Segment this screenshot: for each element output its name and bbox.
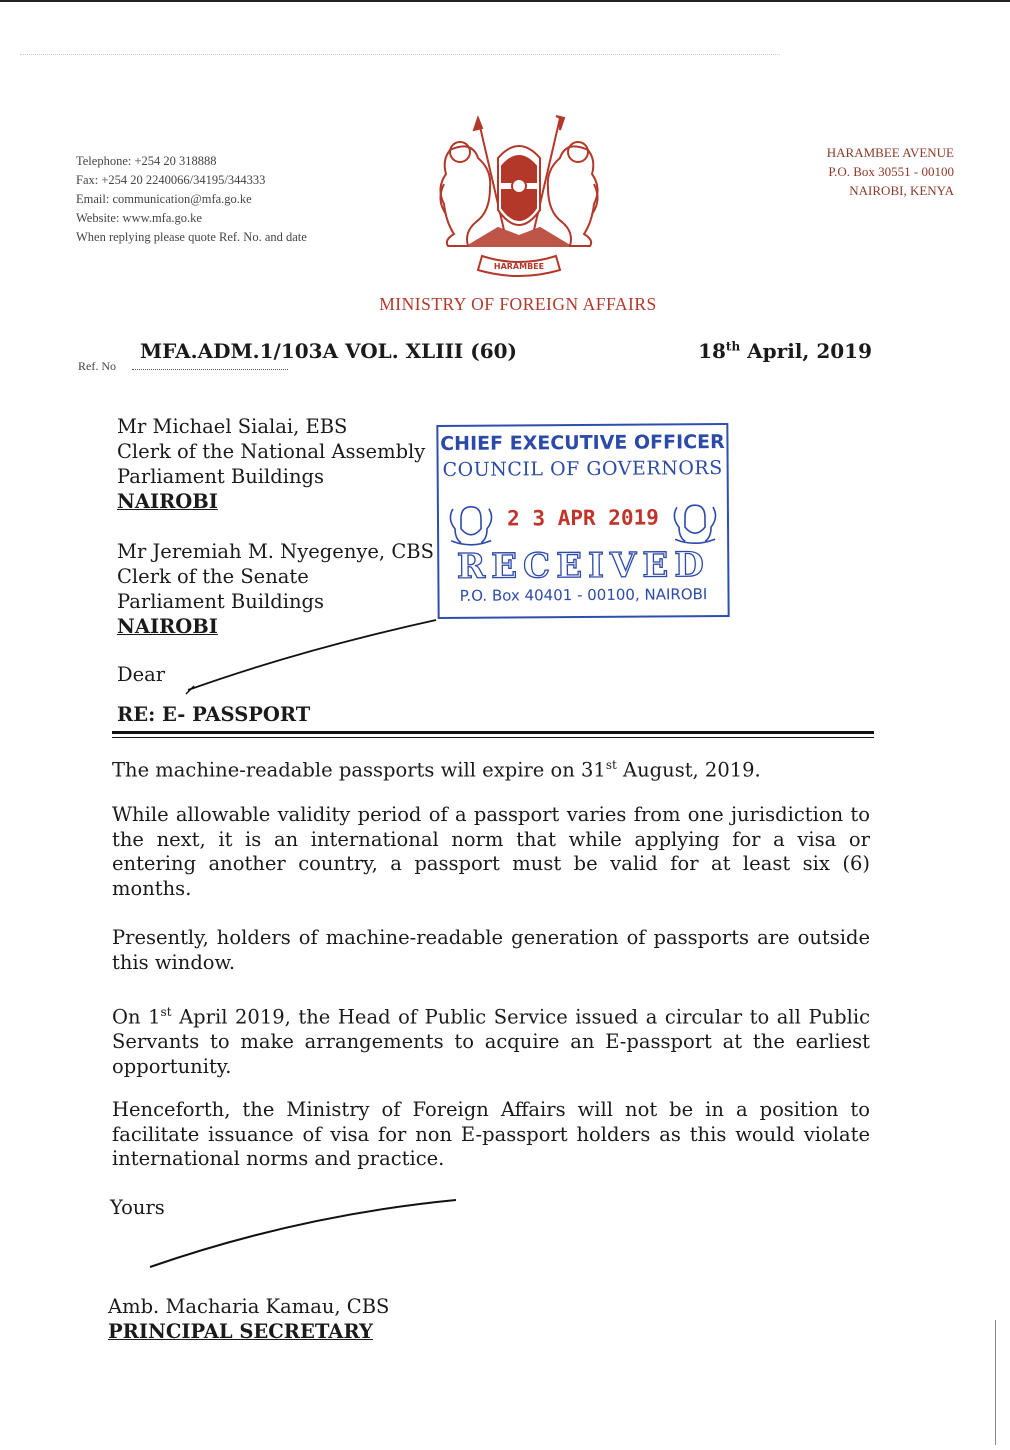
signature-stroke bbox=[150, 1200, 456, 1267]
salutation: Dear bbox=[117, 663, 166, 686]
recipient-title: Clerk of the National Assembly bbox=[117, 440, 426, 463]
website-line: Website: www.mfa.go.ke bbox=[76, 211, 202, 225]
email-line: Email: communication@mfa.go.ke bbox=[76, 192, 252, 206]
address-city: NAIROBI, KENYA bbox=[849, 183, 954, 198]
address-street: HARAMBEE AVENUE bbox=[826, 145, 954, 160]
reference-label: Ref. No bbox=[78, 359, 116, 373]
paragraph-holders: Presently, holders of machine-readable generation of passports are outside this window. bbox=[112, 926, 870, 974]
crest-motto: HARAMBEE bbox=[493, 262, 545, 271]
paragraph-text: August, 2019. bbox=[616, 758, 761, 782]
ministry-heading: MINISTRY OF FOREIGN AFFAIRS bbox=[379, 294, 657, 314]
recipient-building: Parliament Buildings bbox=[117, 590, 325, 613]
scan-edge-line bbox=[995, 1320, 996, 1445]
stamp-date: 2 3 APR 2019 bbox=[507, 505, 659, 531]
paragraph-text: The machine-readable passports will expire on 31 bbox=[112, 758, 606, 782]
paragraph-validity: While allowable validity period of a passport varies from one jurisdiction to the next, it is an international norm that while applying for a visa or entering another country, a passport must be valid for at least six (6) months. bbox=[112, 803, 870, 900]
pen-stroke bbox=[186, 686, 194, 694]
recipient-title: Clerk of the Senate bbox=[117, 565, 309, 588]
ordinal-suffix: st bbox=[160, 1005, 172, 1019]
recipient-name: Mr Jeremiah M. Nyegenye, CBS bbox=[117, 540, 434, 563]
paragraph-text: On 1 bbox=[112, 1005, 161, 1029]
date-suffix: th bbox=[725, 339, 741, 354]
fax-line: Fax: +254 20 2240066/34195/344333 bbox=[76, 173, 266, 187]
stamp-pobox: P.O. Box 40401 - 00100, NAIROBI bbox=[459, 585, 708, 605]
paragraph-visa: Henceforth, the Ministry of Foreign Affairs will not be in a position to facilitate issuance of visa for non E-passport holders as this would violate international norms and practice. bbox=[112, 1098, 870, 1170]
pen-stroke bbox=[188, 620, 436, 690]
signatory-name: Amb. Macharia Kamau, CBS bbox=[108, 1295, 390, 1318]
recipient-name: Mr Michael Sialai, EBS bbox=[117, 415, 348, 438]
reply-note: When replying please quote Ref. No. and date bbox=[76, 230, 307, 244]
recipient-building: Parliament Buildings bbox=[117, 465, 325, 488]
subject-line: RE: E- PASSPORT bbox=[117, 703, 311, 726]
recipient-city: NAIROBI bbox=[117, 615, 218, 638]
date-day: 18 bbox=[698, 339, 726, 363]
stamp-office: CHIEF EXECUTIVE OFFICER bbox=[440, 431, 725, 455]
signatory-title: PRINCIPAL SECRETARY bbox=[108, 1320, 373, 1343]
address-pobox: P.O. Box 30551 - 00100 bbox=[828, 164, 954, 179]
ordinal-suffix: st bbox=[605, 758, 617, 772]
recipient-city: NAIROBI bbox=[117, 490, 218, 513]
closing: Yours bbox=[110, 1196, 165, 1219]
telephone-line: Telephone: +254 20 318888 bbox=[76, 154, 217, 168]
date-rest: April, 2019 bbox=[740, 339, 872, 363]
stamp-received: RECEIVED bbox=[456, 545, 710, 587]
stamp-council: COUNCIL OF GOVERNORS bbox=[442, 457, 723, 481]
paragraph-text: April 2019, the Head of Public Service issued a circular to all Public Servants to make arrangements to acquire an E-passport at the earliest opportunity. bbox=[112, 1005, 870, 1078]
reference-number: MFA.ADM.1/103A VOL. XLIII (60) bbox=[140, 339, 518, 363]
